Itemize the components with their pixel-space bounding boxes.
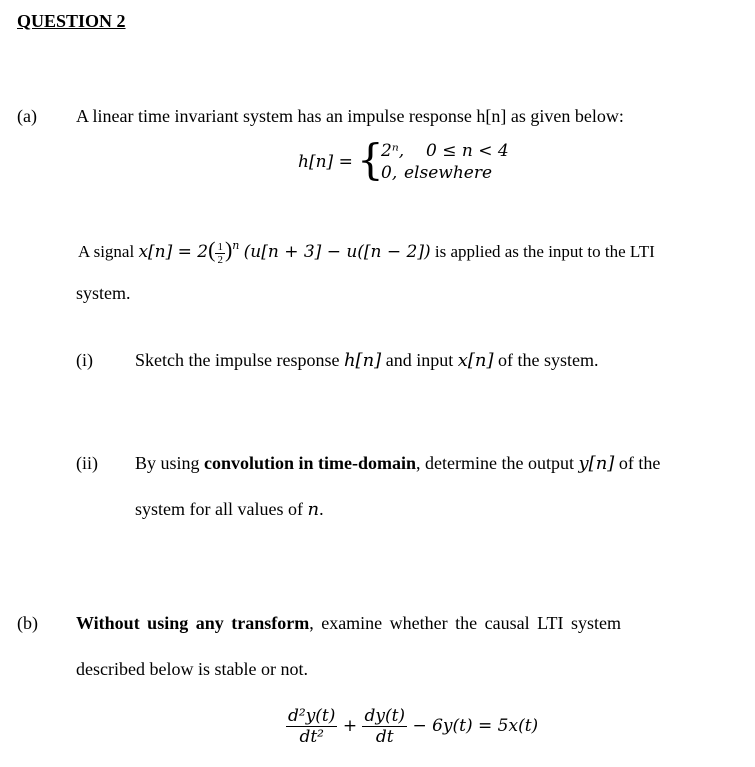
subpart-ii-cont-b: . bbox=[319, 499, 324, 519]
eq-num1: d²y(t) bbox=[288, 706, 336, 726]
h-case2-value: 0, bbox=[381, 163, 398, 183]
subpart-ii-bold: convolution in time-domain bbox=[204, 453, 417, 473]
subpart-ii-label: (ii) bbox=[76, 453, 98, 473]
subpart-ii-cont-math: n bbox=[307, 499, 320, 520]
question-title: QUESTION 2 bbox=[17, 11, 126, 31]
part-a-intro: A linear time invariant system has an impulse response h[n] as given below: bbox=[76, 106, 624, 126]
eq-den2: dt bbox=[375, 727, 394, 747]
eq-plus: + bbox=[342, 716, 358, 736]
subpart-i-math-h: h[n] bbox=[343, 350, 382, 371]
signal-end: is applied as the input to the LTI bbox=[434, 242, 655, 261]
eq-rest: − 6y(t) = 5x(t) bbox=[412, 716, 539, 736]
h-case2-condition: elsewhere bbox=[404, 163, 493, 183]
signal-frac-num: 1 bbox=[217, 240, 223, 253]
subpart-ii-text bbox=[135, 453, 660, 474]
subpart-ii-cont-a: system for all values of bbox=[135, 499, 303, 519]
part-a-label: (a) bbox=[17, 106, 37, 126]
signal-line: A signal x[n] = 2( $\frac{1}{2}$ )$^n$ (u[n + 3] − u([n − 2]) is applied as the input to the LTI bbox=[78, 237, 655, 266]
eq-num2: dy(t) bbox=[364, 706, 406, 726]
part-b-bold: Without using any transform bbox=[76, 613, 310, 633]
signal-exponent: n bbox=[232, 239, 240, 252]
subpart-ii-text-c: of the bbox=[618, 453, 661, 473]
part-b-label: (b) bbox=[17, 613, 38, 633]
h-equation-lhs: h[n] = bbox=[298, 152, 353, 172]
part-b-text-rest: , examine whether the causal LTI system bbox=[309, 613, 621, 633]
subpart-i-text-b: and input bbox=[385, 350, 454, 370]
signal-frac-den: 2 bbox=[217, 253, 223, 266]
part-b-continuation: described below is stable or not. bbox=[76, 659, 308, 679]
signal-start: A signal bbox=[78, 242, 135, 261]
subpart-i-text-c: of the system. bbox=[498, 350, 599, 370]
subpart-ii-text-a: By using bbox=[135, 453, 200, 473]
signal-expr-b: (u[n + 3] − u([n − 2]) bbox=[243, 242, 431, 262]
signal-continuation: system. bbox=[76, 283, 131, 303]
h-case1-value: 2ⁿ, bbox=[381, 141, 405, 161]
piecewise-brace: { bbox=[357, 135, 384, 184]
signal-expr-a: x[n] = 2 bbox=[138, 242, 209, 262]
h-case1-condition: 0 ≤ n < 4 bbox=[426, 141, 509, 161]
subpart-i-text bbox=[135, 350, 599, 371]
differential-equation bbox=[286, 706, 538, 747]
subpart-ii-text-b: , determine the output bbox=[416, 453, 575, 473]
subpart-ii-math-y: y[n] bbox=[578, 453, 615, 474]
eq-den1: dt² bbox=[299, 727, 324, 747]
subpart-i-math-x: x[n] bbox=[457, 350, 494, 371]
subpart-ii-continuation bbox=[135, 499, 324, 520]
part-b-text bbox=[76, 613, 621, 634]
subpart-i-text-a: Sketch the impulse response bbox=[135, 350, 340, 370]
subpart-i-label: (i) bbox=[76, 350, 93, 370]
